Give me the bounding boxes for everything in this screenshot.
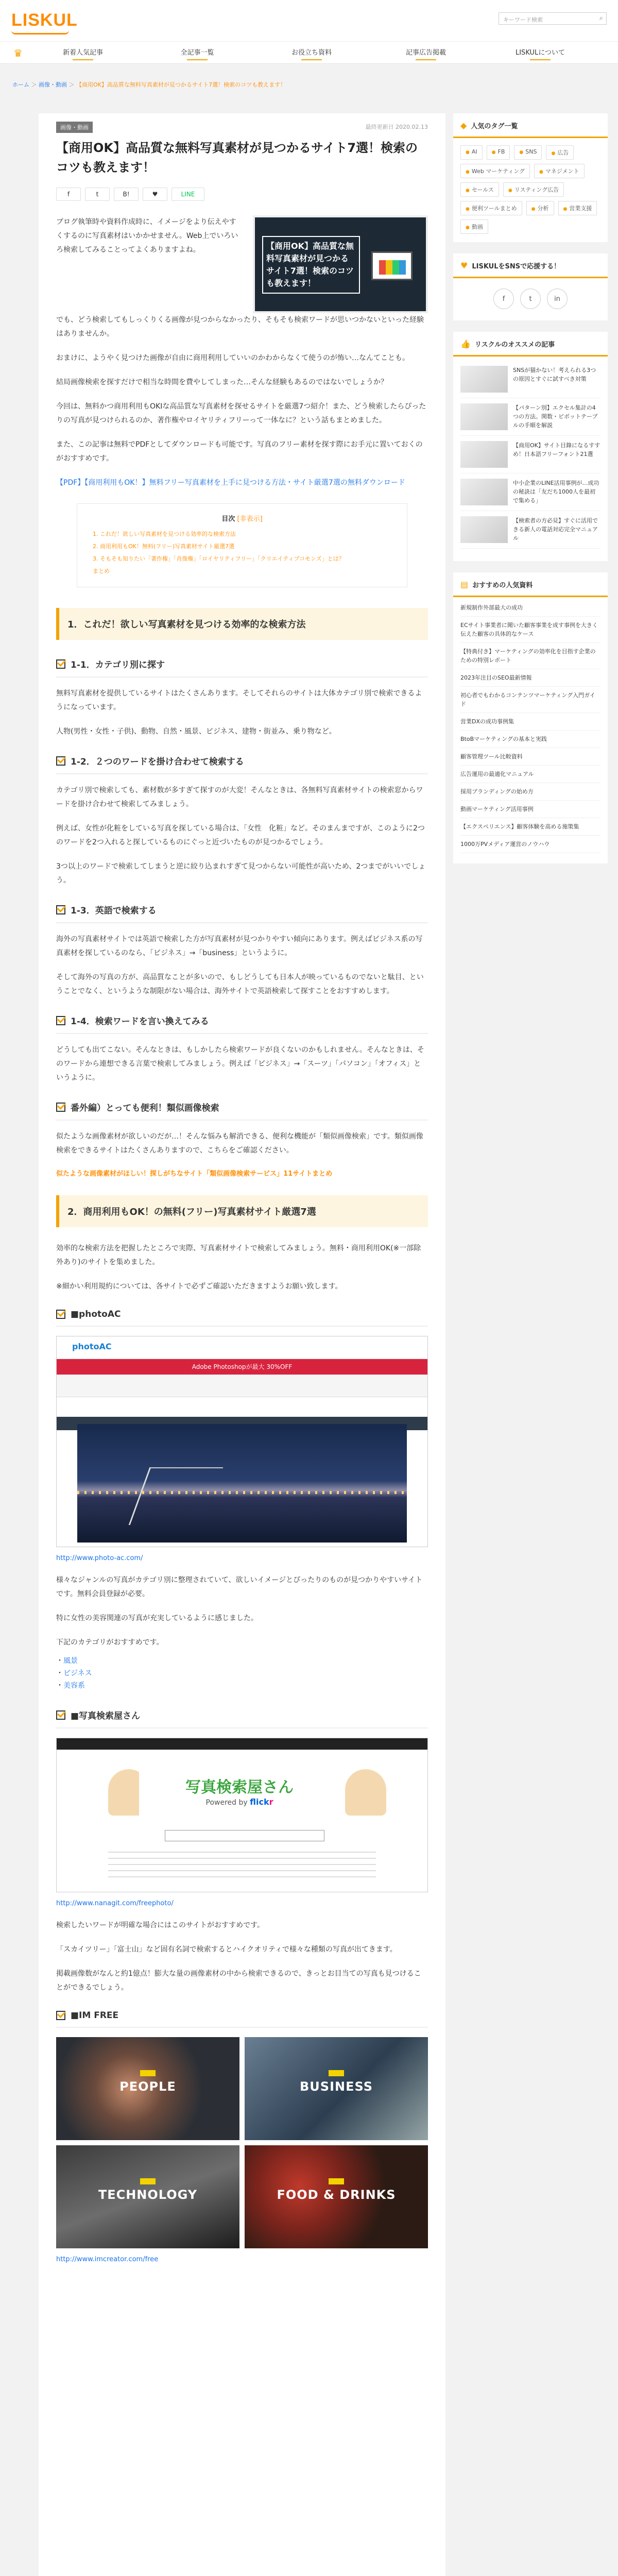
tile-label: BUSINESS (300, 2079, 373, 2094)
character-illustration (345, 1769, 386, 1816)
body-paragraph: 似たような画像素材が欲しいのだが…！そんな悩みも解消できる、便利な機能が「類似画像検索」です。類似画像検索をできるサイトはたくさんありますので、こちらをご確認ください。 (56, 1132, 423, 1155)
widget-header (453, 113, 608, 138)
table-of-contents (77, 503, 407, 587)
flickr-logo-part: flick (250, 1797, 269, 1807)
tag-chip[interactable]: ● 便利ツールまとめ (460, 201, 522, 215)
toc-item[interactable]: まとめ (93, 568, 110, 574)
list-item[interactable]: ・ 風景 (56, 1655, 428, 1667)
thumbnail (460, 479, 508, 505)
site-logo[interactable] (11, 10, 78, 30)
list-item[interactable]: 2023年注目のSEO最新情報 (460, 669, 600, 687)
body-paragraph: 効率的な検索方法を把握したところで実際、写真素材サイトで検索してみましょう。無料・商用利用OK(※一部除外あり)のサイトを集めました。 (56, 1244, 421, 1266)
nav-item-all-articles[interactable]: 全記事一覧 (140, 42, 254, 64)
body-paragraph: 様々なジャンルの写真がカテゴリ別に整理されていて、欲しいイメージとぴったりのものが見つかりやすいサイトです。無料会員登録が必要。 (56, 1576, 423, 1598)
body-paragraph: 例えば、女性が化粧をしている写真を探している場合は、「女性 化粧」など。そのまんまですが、このように2つのワードを2つ入れると探しているものにぐっと近づいたものが見つかるでしょう。 (56, 824, 425, 846)
twitter-follow-button[interactable]: t (520, 289, 541, 309)
list-item[interactable]: 動画マーケティング活用事例 (460, 801, 600, 818)
subsection-title: 1-1．カテゴリ別に探す (71, 660, 165, 670)
widget-header (453, 332, 608, 357)
screenshot-title: 写真検索屋さん (185, 1778, 294, 1797)
body-paragraph: 特に女性の美容関連の写真が充実しているように感じました。 (56, 1614, 258, 1622)
toc-toggle[interactable]: [非表示] (237, 515, 263, 523)
subsection-heading (56, 654, 428, 677)
intro-paragraph: でも、どう検索してもしっくりくる画像が見つからなかったり、そもそも検索ワードが思いつかないといった経験はありませんか。 (56, 316, 424, 338)
list-item[interactable]: ・ ビジネス (56, 1667, 428, 1680)
widget-header (453, 572, 608, 597)
facebook-follow-button[interactable]: f (493, 289, 514, 309)
tag-chip[interactable]: ● リスティング広告 (503, 182, 564, 197)
search-placeholder: キーワード検索 (503, 16, 543, 23)
tag-chip[interactable]: ● 分析 (526, 201, 554, 215)
list-item-title: 【パターン別】エクセル集計の4つの方法。関数・ピボットテーブルの手順を解説 (513, 404, 598, 429)
line-share-button[interactable]: LINE (171, 188, 204, 201)
thumbnail (460, 366, 508, 393)
popular-list (453, 597, 608, 855)
photoac-search-box (57, 1397, 427, 1405)
list-item[interactable] (460, 361, 600, 398)
widget-title: LISKULをSNSで応援する！ (472, 263, 561, 270)
subsection-heading (56, 1097, 428, 1121)
subsection-heading (56, 1011, 428, 1034)
breadcrumb (12, 80, 286, 89)
section-heading: 2．商用利用もOK！の無料(フリー)写真素材サイト厳選7選 (56, 1195, 428, 1227)
list-item[interactable]: 【特典付き】マーケティングの効率化を目指す企業のための特別レポート (460, 643, 600, 669)
tile-accent-bar (140, 2070, 156, 2076)
page-title: 【商用OK】高品質な無料写真素材が見つかるサイト7選！検索のコツも教えます！ (56, 141, 418, 175)
check-icon (56, 905, 65, 914)
list-item[interactable]: 【エクスペリエンス】顧客体験を高める施策集 (460, 818, 600, 836)
subsection-title: 1-3．英語で検索する (71, 906, 157, 916)
linkedin-follow-button[interactable]: in (547, 289, 568, 309)
tile-accent-bar (140, 2178, 156, 2184)
screenshot-header-bar (57, 1738, 427, 1750)
check-icon (56, 659, 65, 669)
list-item[interactable]: 採用ブランディングの始め方 (460, 783, 600, 801)
check-icon (56, 1310, 65, 1319)
check-icon (56, 1710, 65, 1720)
tile-accent-bar (329, 2178, 344, 2184)
intro-paragraph: ブログ執筆時や資料作成時に、イメージをより伝えやすくするのに写真素材はいかかせません。Web上でいろいろ検索してみることってよくありますよね。 (56, 218, 238, 254)
photoac-header (57, 1336, 427, 1359)
category-tile-business[interactable] (245, 2037, 428, 2140)
thumbs-up-icon: 👍 (460, 339, 471, 349)
breadcrumb-sep: ＞ (29, 81, 39, 88)
tag-chip[interactable]: ● 動画 (460, 219, 488, 234)
tag-list (453, 138, 608, 234)
list-item[interactable]: 新規制作外部最大の成功 (460, 599, 600, 617)
body-paragraph: 海外の写真素材サイトでは英語で検索した方が写真素材が見つかりやすい傾向にあります。例えばビジネス系の写真素材を探しているのなら、「ビジネス」→「business」というように。 (56, 935, 423, 957)
global-nav (0, 41, 618, 64)
body-paragraph: 検索したいワードが明確な場合にはこのサイトがおすすめです。 (56, 1921, 265, 1929)
photoac-logo: photoAC (72, 1342, 112, 1351)
widget-title: 人気のタグ一覧 (471, 123, 518, 130)
nav-item-resources[interactable]: お役立ち資料 (254, 42, 369, 64)
breadcrumb-current: 【商用OK】高品質な無料写真素材が見つかるサイト7選！検索のコツも教えます！ (76, 81, 286, 88)
nav-item-about[interactable]: LISKULについて (483, 42, 597, 64)
updated-date: 最終更新日 2020.02.13 (365, 124, 428, 130)
tile-label: TECHNOLOGY (98, 2188, 198, 2202)
subsection-title: 1-2．２つのワードを掛け合わせて検索する (71, 757, 244, 767)
list-item[interactable]: ・ 美容系 (56, 1680, 428, 1692)
widget-title: おすすめの人気資料 (472, 582, 533, 589)
body-paragraph: 「スカイツリー」「富士山」など固有名詞で検索するとハイクオリティで様々な種類の写真が出てきます。 (56, 1945, 397, 1954)
subsection-heading (56, 1306, 428, 1327)
logo-smile-icon (11, 30, 69, 35)
section-heading: 1．これだ！欲しい写真素材を見つける効率的な検索方法 (56, 608, 428, 640)
recommended-widget (453, 332, 608, 561)
photoac-ad-banner: Adobe Photoshopが最大 30%OFF (57, 1359, 427, 1375)
widget-header (453, 253, 608, 278)
subsection-heading (56, 2007, 428, 2028)
tag-chip[interactable]: ● SNS (514, 145, 542, 160)
list-item[interactable]: 初心者でもわかるコンテンツマーケティング入門ガイド (460, 687, 600, 713)
body-paragraph: 無料写真素材を提供しているサイトはたくさんあります。そしてそれらのサイトは大体カテゴリ別で検索できるようになっています。 (56, 689, 422, 711)
eyecatch-image (253, 215, 428, 313)
tag-chip[interactable]: ● 営業支援 (558, 201, 597, 215)
intro (56, 215, 428, 313)
tag-chip[interactable]: ● AI (460, 145, 483, 160)
crown-icon: ♛ (13, 47, 23, 59)
category-list (56, 1655, 428, 1692)
sidebar (453, 113, 608, 875)
subsection-heading (56, 900, 428, 923)
list-item[interactable]: BtoBマーケティングの基本と実践 (460, 731, 600, 748)
logo-text: LISKUL (11, 10, 78, 30)
tag-chip[interactable]: ● マネジメント (534, 164, 585, 178)
hatena-share-button[interactable]: B! (114, 188, 139, 201)
screenshot-text-lines (108, 1852, 376, 1883)
toc-item[interactable]: 1. これだ！欲しい写真素材を見つける効率的な検索方法 (93, 531, 236, 537)
subsection-title: ■写真検索屋さん (71, 1711, 141, 1721)
body-paragraph: 3つ以上のワードで検索してしまうと逆に絞り込まれすぎて見つからない可能性が高いため、2つまでがいいでしょう。 (56, 862, 426, 885)
tag-chip[interactable]: ● FB (487, 145, 510, 160)
popular-resources-widget (453, 572, 608, 863)
document-icon: ▤ (460, 580, 469, 589)
thumbnail (460, 403, 508, 430)
nav-item-ads[interactable]: 記事広告掲載 (369, 42, 483, 64)
list-item[interactable]: 1000万PVメディア運営のノウハウ (460, 836, 600, 853)
list-item-title: 【商用OK】サイト目錄になるすすめ！日本語フリーフォント21選 (513, 442, 600, 457)
powered-by-label: Powered by (205, 1799, 248, 1807)
category-tile-food[interactable] (245, 2145, 428, 2248)
check-icon (56, 1016, 65, 1025)
thumbnail (460, 516, 508, 543)
category-tile-people[interactable] (56, 2037, 239, 2140)
check-icon (56, 756, 65, 766)
nav-item-popular[interactable]: 新着人気記事 (26, 42, 140, 64)
toc-label: 目次 (221, 515, 235, 523)
intro-paragraph: 今回は、無料かつ商用利用もOKⅠな高品質な写真素材を探せるサイトを厳選7つ紹介！また、どう検索したらぴったりの写真が見つけられるのか、著作権やロイヤリティフリーって一体なに？という話もまとめました。 (56, 402, 426, 425)
breadcrumb-home[interactable]: ホーム (12, 81, 29, 88)
flickr-logo-part: r (269, 1797, 273, 1807)
article (39, 113, 445, 2576)
facebook-share-button[interactable]: f (56, 188, 81, 201)
shashin-kensaku-screenshot (56, 1738, 428, 1892)
search-input[interactable] (499, 12, 607, 25)
powered-by (139, 1797, 340, 1807)
body-paragraph: ※細かい利用規約については、各サイトで必ずご確認いただきますようお願い致します。 (56, 1282, 342, 1291)
list-item[interactable]: 顧客管理ツール比較資料 (460, 748, 600, 766)
popular-tags-widget (453, 113, 608, 242)
tag-icon: ◆ (460, 121, 467, 130)
body-paragraph: 掲載画像数がなんと約1億点！膨大な量の画像素材の中から検索できるので、きっとお目当ての写真も見つけることができるでしょう。 (56, 1970, 421, 1992)
screenshot-title-block (139, 1759, 340, 1821)
category-tile-technology[interactable] (56, 2145, 239, 2248)
recommended-list (453, 357, 608, 553)
list-item-title: 中小企業のLINE活用事例が…成功の秘訣は「友だち1000人を最初で集める」 (513, 480, 599, 504)
twitter-share-button[interactable]: t (85, 188, 110, 201)
subsection-title: 1-4．検索ワードを言い換えてみる (71, 1016, 209, 1027)
body-paragraph: 人物(男性・女性・子供)、動物、自然・風景、ビジネス、建物・街並み、乗り物など。 (56, 727, 336, 736)
site-url-link[interactable]: http://www.imcreator.com/free (56, 2256, 159, 2263)
pdf-download-link[interactable]: 【PDF】【商用利用もOK！】無料フリー写真素材を上手に見つける方法・サイト厳選7選の無料ダウンロード (56, 479, 405, 487)
body-paragraph: どうしても出てこない。そんなときは、もしかしたら検索ワードが良くないのかもしれません。そんなときは、そのワードから連想できる言葉で検索してみましょう。例えば「ビジネス」→「スーツ」「パソコン」「オフィス」というように。 (56, 1046, 424, 1082)
tile-label: FOOD & DRINKS (277, 2188, 396, 2202)
heart-icon: ♥ (460, 261, 468, 270)
photoac-screenshot (56, 1336, 428, 1547)
pocket-share-button[interactable]: ♥ (143, 188, 167, 201)
list-item-title: 【検索者の方必見】すぐに活用できる新人の電話対応完全マニュアル (513, 517, 598, 541)
list-item[interactable] (460, 511, 600, 549)
subsection-heading (56, 1705, 428, 1728)
list-item[interactable]: ECサイト事業者に聞いた顧客事業を成す事例を大きく伝えた顧客の具体的なケース (460, 617, 600, 643)
check-icon (56, 1103, 65, 1112)
share-buttons (56, 188, 428, 201)
tag-chip[interactable]: ● Web マーケティング (460, 164, 530, 178)
sns-buttons (453, 278, 608, 312)
breadcrumb-category[interactable]: 画像・動画 (39, 81, 67, 88)
screenshot-search-box (165, 1830, 324, 1841)
body-paragraph: 下記のカテゴリがおすすめです。 (56, 1638, 164, 1647)
list-item-title: SNSが猫かない！考えられる3つの原因とすぐに試すべき対策 (513, 367, 596, 382)
breadcrumb-sep: ＞ (67, 81, 76, 88)
list-item[interactable] (460, 436, 600, 473)
toc-item[interactable]: 3. そもそも知りたい「著作権」「肖像権」「ロイヤリティフリー」「クリエイティブコモンズ」とは？ (93, 555, 345, 562)
site-url-link[interactable]: http://www.nanagit.com/freephoto/ (56, 1900, 174, 1907)
toc-item[interactable]: 2. 商用利用もOK！無料(フリー)写真素材サイト厳選7選 (93, 543, 235, 550)
imfree-category-grid (56, 2037, 428, 2248)
flickr-logo (250, 1797, 273, 1807)
eyecatch-text: 【商用OK】高品質な無料写真素材が見つかるサイト7選！検索のコツも教えます！ (262, 236, 360, 294)
monitor-icon (371, 251, 413, 280)
tag-chip[interactable]: ● 広告 (546, 145, 574, 160)
tile-accent-bar (329, 2070, 344, 2076)
subsection-title: 番外編）とっても便利！類似画像検索 (71, 1103, 219, 1113)
related-article-link[interactable]: 似たような画像素材がほしい！探しがちなサイト「類似画像検索サービス」11サイトまとめ (56, 1170, 333, 1178)
list-item[interactable]: 広告運用の最適化マニュアル (460, 766, 600, 783)
toc-title (93, 513, 391, 523)
category-badge[interactable]: 画像・動画 (56, 122, 93, 133)
body-paragraph: そして海外の写真の方が、高品質なことが多いので、もしどうしても日本人が映っているものでないと駄目、ということでなく、というような制限がない場合は、海外サイトで英語検索して探すことをおすすめします。 (56, 973, 424, 995)
site-header (0, 0, 618, 59)
site-url-link[interactable]: http://www.photo-ac.com/ (56, 1554, 143, 1562)
intro-paragraph: 結局画像検索を探すだけで相当な時間を費やしてしまった…そんな経験もあるのではないでしょうか？ (56, 378, 388, 386)
check-icon (56, 2011, 65, 2020)
subsection-title: ■photoAC (71, 1309, 121, 1319)
thumbnail (460, 441, 508, 468)
photoac-search-row (57, 1375, 427, 1397)
tile-label: PEOPLE (119, 2079, 176, 2094)
tag-chip[interactable]: ● セールス (460, 182, 499, 197)
intro-paragraph: おまけに、ようやく見つけた画像が自由に商用利用していいのかわからなくて使うのが怖い…なんてことも。 (56, 354, 409, 362)
list-item[interactable]: 営業DXの成功事例集 (460, 713, 600, 731)
body-paragraph: カテゴリ別で検索しても、素材数が多すぎて探すのが大変！そんなときは、各無料写真素材サイトの検索窓からワードを掛け合わせて検索してみましょう。 (56, 786, 423, 808)
list-item[interactable] (460, 398, 600, 436)
harbor-night-photo (77, 1424, 407, 1543)
subsection-title: ■IM FREE (71, 2010, 119, 2021)
widget-title: リスクルのオススメの記事 (474, 341, 555, 349)
list-item[interactable] (460, 473, 600, 511)
subsection-heading (56, 751, 428, 774)
intro-paragraph: また、この記事は無料でPDFとしてダウンロードも可能です。写真のフリー素材を探す際にお手元に置いておくのがおすすめです。 (56, 440, 423, 463)
sns-widget (453, 253, 608, 320)
search-icon[interactable]: ⌕ (599, 14, 603, 22)
